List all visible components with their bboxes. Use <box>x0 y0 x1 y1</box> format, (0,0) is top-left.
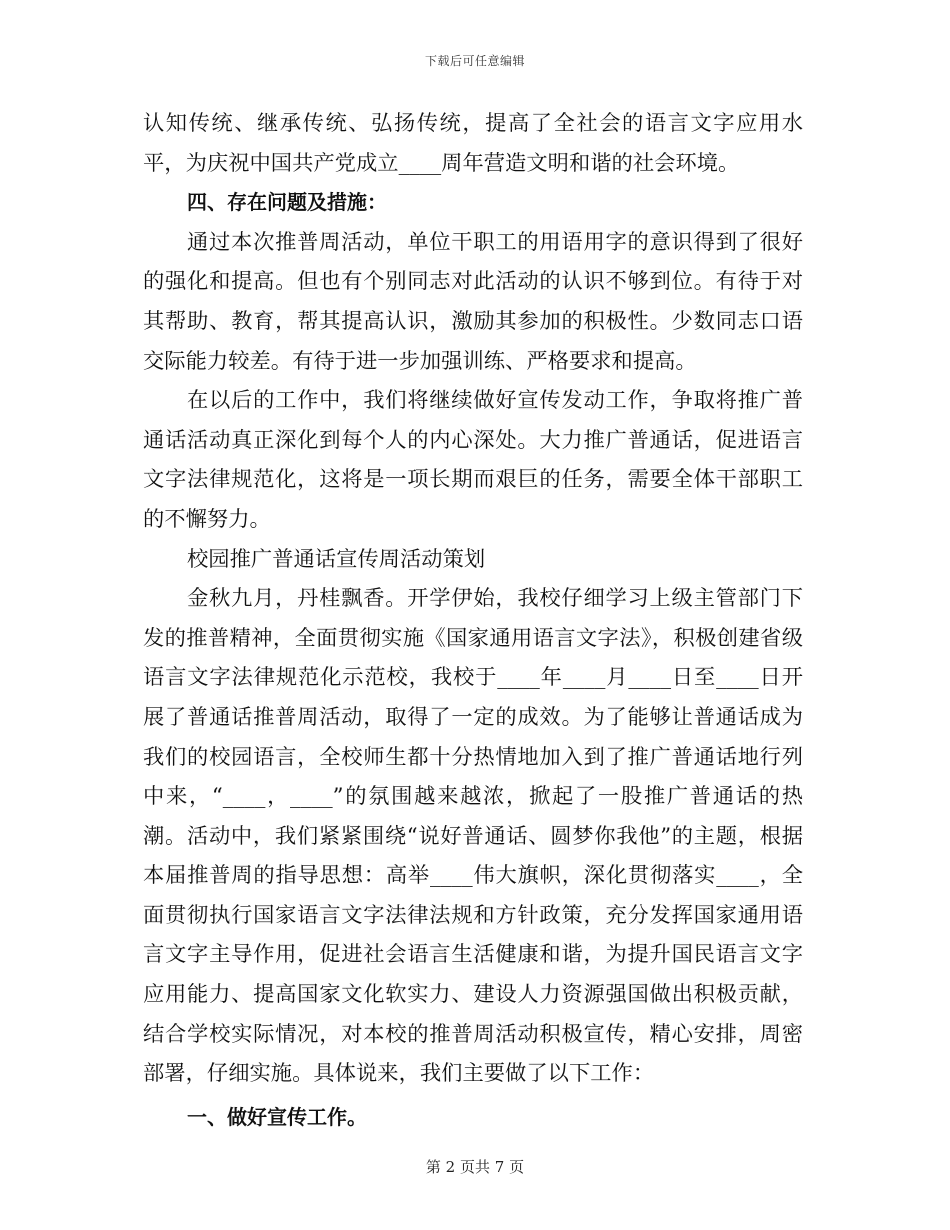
page-header-note: 下载后可任意编辑 <box>424 54 525 68</box>
document-body <box>143 104 803 1137</box>
paragraph-campus-activity: 金秋九月，丹桂飘香。开学伊始，我校仔细学习上级主管部门下发的推普精神，全面贯彻实施《国家通用语言文字法》，积极创建省级语言文字法律规范化示范校，我校于____年____月____日至____日开展了普通话推普周活动，取得了一定的成效。为了能够让普通话成为我们的校园语言，全校师生都十分热情地加入到了推广普通话地行列中来，“____，____”的氛围越来越浓，掀起了一股推广普通话的热潮。活动中，我们紧紧围绕“说好普通话、圆梦你我他”的主题，根据本届推普周的指导思想：高举____伟大旗帜，深化贯彻落实____，全面贯彻执行国家语言文字法律法规和方针政策，充分发挥国家通用语言文字主导作用，促进社会语言生活健康和谐，为提升国民语言文字应用能力、提高国家文化软实力、建设人力资源强国做出积极贡献，结合学校实际情况，对本校的推普周活动积极宣传，精心安排，周密部署，仔细实施。具体说来，我们主要做了以下工作： <box>143 586 803 1087</box>
paragraph-continued: 认知传统、继承传统、弘扬传统，提高了全社会的语言文字应用水平，为庆祝中国共产党成立____周年营造文明和谐的社会环境。 <box>143 111 803 176</box>
heading-problems-measures: 四、存在问题及措施： <box>187 190 387 215</box>
paragraph-problems: 通过本次推普周活动，单位干职工的用语用字的意识得到了很好的强化和提高。但也有个别同志对此活动的认识不够到位。有待于对其帮助、教育，帮其提高认识，激励其参加的积极性。少数同志口语交际能力较差。有待于进一步加强训练、严格要求和提高。 <box>143 229 803 374</box>
page-number: 第 2 页共 7 页 <box>425 1158 525 1176</box>
paragraph-future-work: 在以后的工作中，我们将继续做好宣传发动工作，争取将推广普通话活动真正深化到每个人的内心深处。大力推广普通话，促进语言文字法律规范化，这将是一项长期而艰巨的任务，需要全体干部职工的不懈努力。 <box>143 388 803 532</box>
heading-publicity-work: 一、做好宣传工作。 <box>187 1104 367 1129</box>
section-title-campus-plan: 校园推广普通话宣传周活动策划 <box>187 546 486 572</box>
